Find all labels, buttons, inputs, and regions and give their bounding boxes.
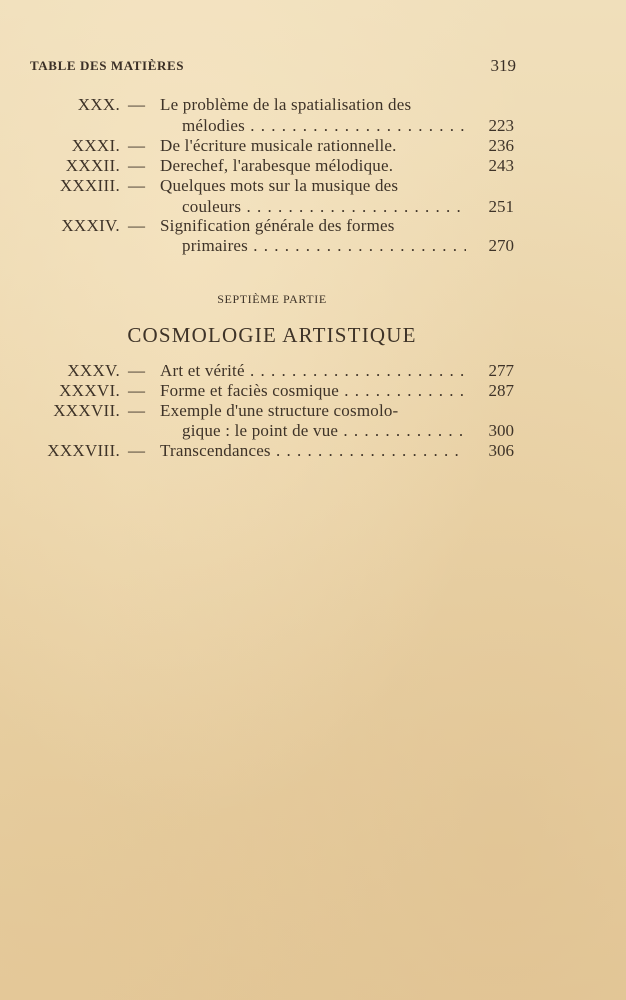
part-title: COSMOLOGIE ARTISTIQUE (127, 323, 417, 347)
chapter-number: XXXVII. (53, 401, 120, 420)
page-ref: 287 (488, 381, 514, 400)
page-ref: 236 (488, 136, 514, 155)
entry-dash: — (128, 401, 145, 420)
chapter-title-continued: couleurs . . . (182, 197, 466, 217)
toc-entry (0, 361, 626, 381)
page-ref: 243 (488, 156, 514, 175)
chapter-number: XXXIV. (61, 216, 120, 235)
chapter-number: XXXII. (65, 156, 120, 175)
chapter-title: Le problème de la spatialisation des (160, 95, 412, 114)
entry-dash: — (128, 441, 145, 460)
entry-dash: — (128, 156, 145, 175)
chapter-title: Derechef, l'arabesque mélodique. (160, 156, 394, 175)
toc-entry (0, 136, 626, 156)
chapter-number: XXXVI. (59, 381, 120, 400)
chapter-title-continued: mélodies . . . (182, 116, 466, 136)
entry-dash: — (128, 381, 145, 400)
chapter-title: Exemple d'une structure cosmolo- (160, 401, 399, 420)
page-ref: 277 (488, 361, 514, 380)
chapter-title: Art et vérité . . . (160, 361, 466, 381)
chapter-number: XXXI. (71, 136, 120, 155)
toc-entry (0, 401, 626, 421)
entry-dash: — (128, 176, 145, 195)
toc-entry (0, 95, 626, 115)
chapter-title: Transcendances . . . (160, 441, 466, 461)
chapter-title: Quelques mots sur la musique des (160, 176, 399, 195)
chapter-number: XXXV. (67, 361, 120, 380)
entry-dash: — (128, 361, 145, 380)
toc-entry (0, 156, 626, 176)
toc-entry-continuation (0, 236, 626, 256)
toc-entry (0, 176, 626, 196)
chapter-number: XXX. (77, 95, 120, 114)
page-ref: 251 (488, 197, 514, 216)
entry-dash: — (128, 136, 145, 155)
toc-entry (0, 441, 626, 461)
page-ref: 270 (488, 236, 514, 255)
part-label: SEPTIÈME PARTIE (217, 292, 327, 306)
chapter-number: XXXVIII. (47, 441, 120, 460)
toc-entry (0, 216, 626, 236)
running-head-title: TABLE DES MATIÈRES (30, 58, 185, 73)
running-head (30, 58, 516, 78)
toc-entry (0, 381, 626, 401)
chapter-title-continued: gique : le point de vue . . . (182, 421, 466, 441)
entry-dash: — (128, 216, 145, 235)
chapter-title-continued: primaires . . . (182, 236, 466, 256)
chapter-title: Forme et faciès cosmique . . . (160, 381, 466, 401)
chapter-title: De l'écriture musicale rationnelle. (160, 136, 397, 155)
page-ref: 306 (488, 441, 514, 460)
page-ref: 300 (488, 421, 514, 440)
page-ref: 223 (488, 116, 514, 135)
chapter-number: XXXIII. (59, 176, 120, 195)
toc-entry-continuation (0, 421, 626, 441)
chapter-title: Signification générale des formes (160, 216, 395, 235)
toc-entry-continuation (0, 197, 626, 217)
page-number: 319 (490, 56, 516, 75)
entry-dash: — (128, 95, 145, 114)
toc-entry-continuation (0, 116, 626, 136)
